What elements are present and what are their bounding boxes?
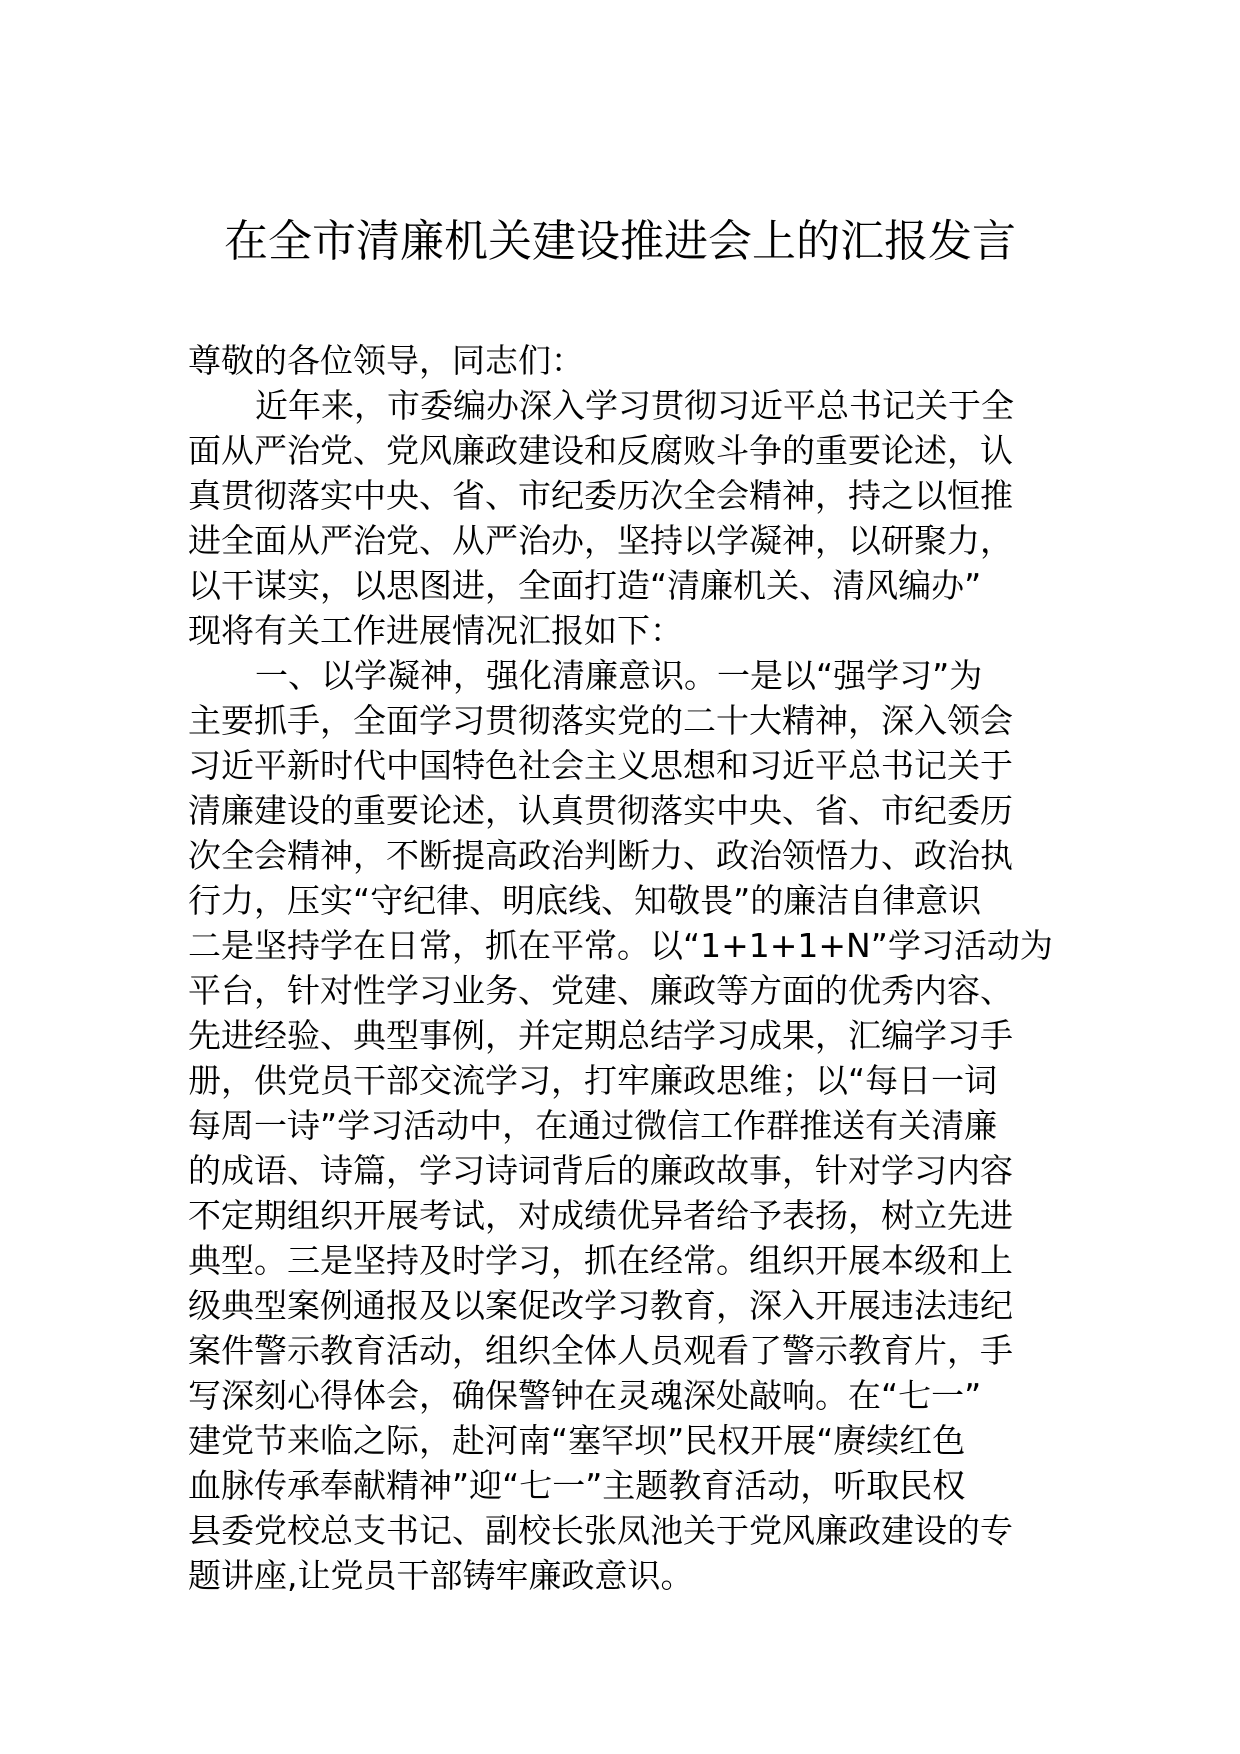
body-line: 行力，压实“守纪律、明底线、知敬畏”的廉洁自律意识 — [188, 881, 982, 920]
body-line: 每周一诗”学习活动中，在通过微信工作群推送有关清廉 — [188, 1106, 998, 1145]
body-line: 主要抓手，全面学习贯彻落实党的二十大精神，深入领会 — [188, 701, 1013, 740]
body-line: 血脉传承奉献精神”迎“七一”主题教育活动，听取民权 — [188, 1466, 966, 1505]
body-line: 面从严治党、党风廉政建设和反腐败斗争的重要论述，认 — [188, 431, 1013, 470]
body-line: 案件警示教育活动，组织全体人员观看了警示教育片，手 — [188, 1331, 1013, 1370]
body-line: 进全面从严治党、从严治办，坚持以学凝神，以研聚力， — [188, 521, 1013, 560]
body-line: 次全会精神，不断提高政治判断力、政治领悟力、政治执 — [188, 836, 1013, 875]
body-line: 先进经验、典型事例，并定期总结学习成果，汇编学习手 — [188, 1016, 1013, 1055]
body-line: 清廉建设的重要论述，认真贯彻落实中央、省、市纪委历 — [188, 791, 1013, 830]
body-line: 二是坚持学在日常，抓在平常。以“1+1+1+N”学习活动为 — [188, 926, 1053, 965]
page-title: 在全市清廉机关建设推进会上的汇报发言 — [224, 216, 1016, 267]
body-line: 册，供党员干部交流学习，打牢廉政思维；以“每日一词 — [188, 1061, 998, 1100]
body-line: 习近平新时代中国特色社会主义思想和习近平总书记关于 — [188, 746, 1013, 785]
body-line: 真贯彻落实中央、省、市纪委历次全会精神，持之以恒推 — [188, 476, 1013, 515]
body-line: 题讲座,让党员干部铸牢廉政意识。 — [188, 1556, 694, 1595]
body-line: 现将有关工作进展情况汇报如下： — [188, 611, 683, 650]
body-line: 典型。三是坚持及时学习，抓在经常。组织开展本级和上 — [188, 1241, 1013, 1280]
body-line: 平台，针对性学习业务、党建、廉政等方面的优秀内容、 — [188, 971, 1013, 1010]
body-line: 以干谋实，以思图进，全面打造“清廉机关、清风编办” — [188, 566, 982, 605]
body-line: 的成语、诗篇，学习诗词背后的廉政故事，针对学习内容 — [188, 1151, 1013, 1190]
body-line: 近年来，市委编办深入学习贯彻习近平总书记关于全 — [255, 386, 1014, 425]
body-line: 级典型案例通报及以案促改学习教育，深入开展违法违纪 — [188, 1286, 1013, 1325]
body-line: 写深刻心得体会，确保警钟在灵魂深处敲响。在“七一” — [188, 1376, 982, 1415]
section-heading-line: 一、以学凝神，强化清廉意识。一是以“强学习”为 — [255, 656, 983, 695]
greeting-line: 尊敬的各位领导，同志们： — [188, 341, 584, 380]
body-line: 建党节来临之际，赴河南“塞罕坝”民权开展“赓续红色 — [188, 1421, 966, 1460]
body-line: 县委党校总支书记、副校长张凤池关于党风廉政建设的专 — [188, 1511, 1013, 1550]
body-line: 不定期组织开展考试，对成绩优异者给予表扬，树立先进 — [188, 1196, 1013, 1235]
